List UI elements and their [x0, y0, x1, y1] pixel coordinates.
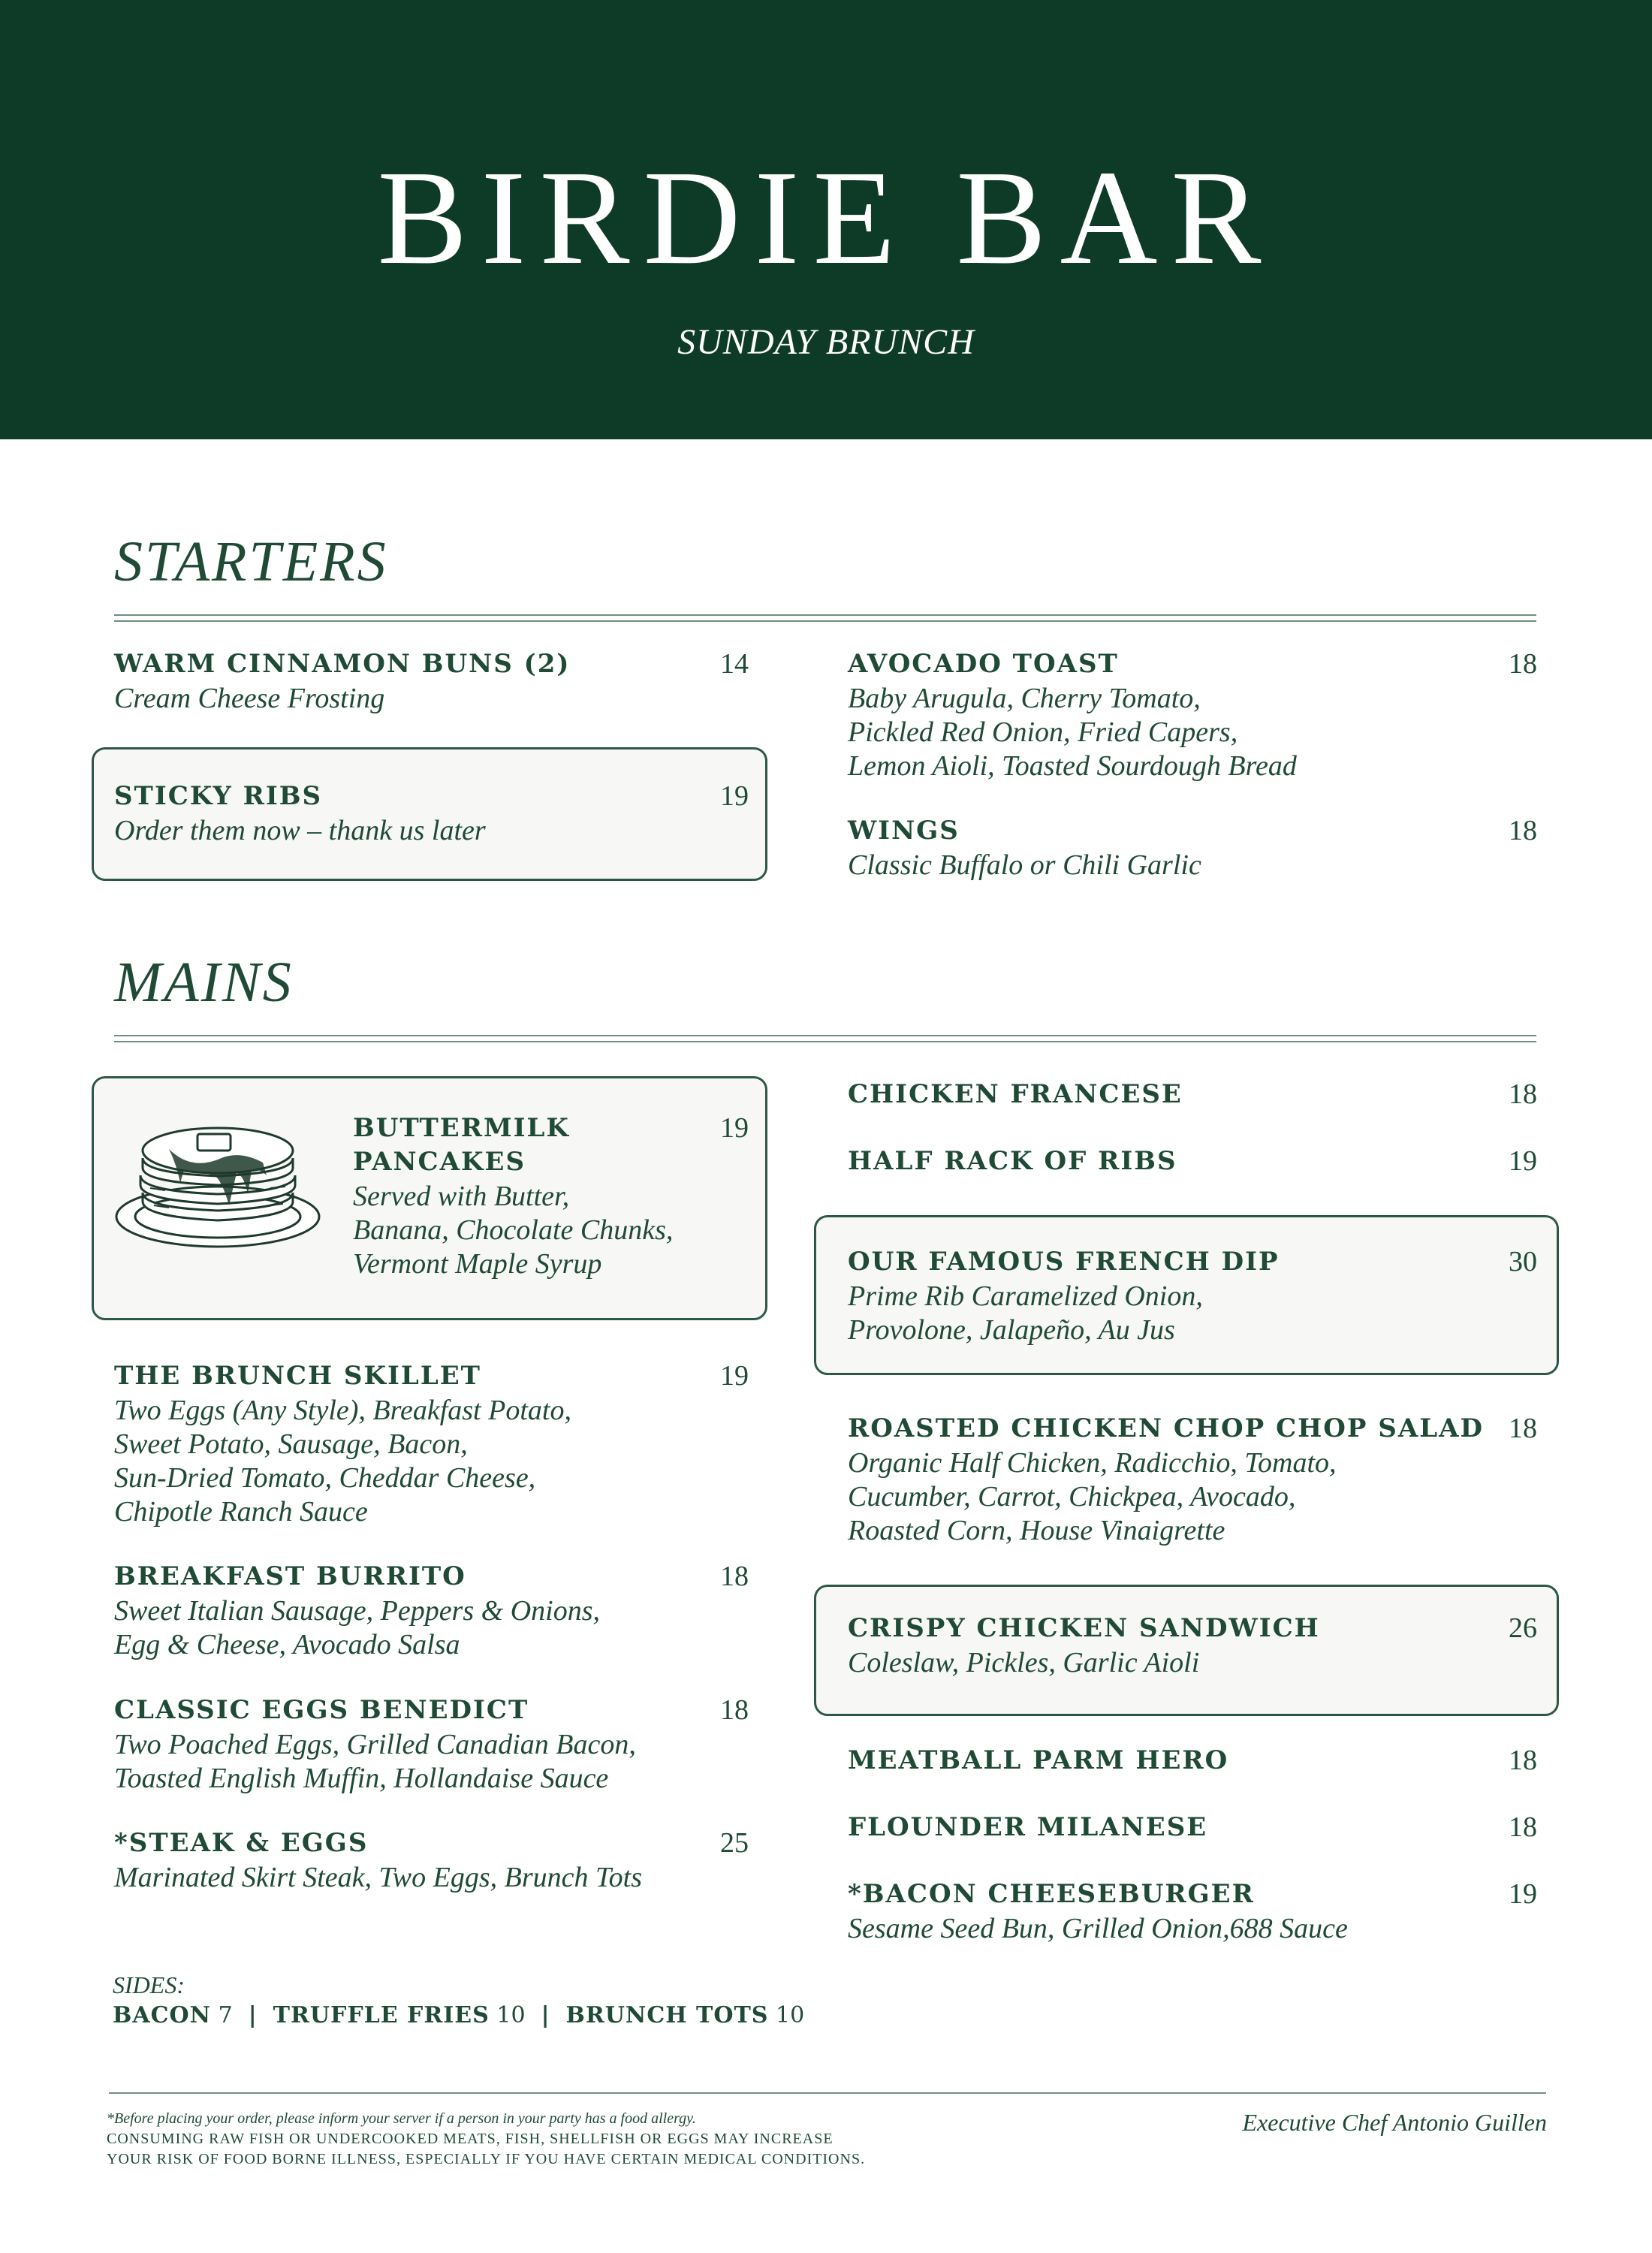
item-description: Prime Rib Caramelized Onion,: [848, 1280, 1203, 1312]
item-price: 18: [1509, 815, 1537, 846]
header-banner: [0, 0, 1652, 439]
item-description: Sweet Italian Sausage, Peppers & Onions,: [114, 1595, 600, 1627]
item-description: Egg & Cheese, Avocado Salsa: [114, 1629, 460, 1660]
item-price: 18: [720, 1561, 749, 1592]
item-name: WARM CINNAMON BUNS (2): [114, 649, 571, 679]
section-title-mains: MAINS: [114, 951, 294, 1014]
item-name: OUR FAMOUS FRENCH DIP: [848, 1247, 1280, 1277]
item-name: BUTTERMILK: [353, 1113, 570, 1143]
item-description: Pickled Red Onion, Fried Capers,: [848, 716, 1238, 748]
side-name: BRUNCH TOTS: [565, 2002, 769, 2028]
item-description: Cream Cheese Frosting: [114, 683, 385, 714]
item-description: Order them now – thank us later: [114, 815, 486, 846]
side-price: 10: [496, 2002, 526, 2028]
side-price: 10: [776, 2002, 805, 2028]
item-description: Toasted English Muffin, Hollandaise Sauce: [114, 1763, 609, 1794]
item-description: Vermont Maple Syrup: [353, 1248, 602, 1280]
item-description: Lemon Aioli, Toasted Sourdough Bread: [848, 750, 1297, 782]
side-name: TRUFFLE FRIES: [273, 2002, 490, 2028]
item-price: 26: [1509, 1612, 1537, 1644]
item-description: Coleslaw, Pickles, Garlic Aioli: [848, 1647, 1200, 1678]
item-price: 18: [1509, 648, 1537, 680]
item-description: Roasted Corn, House Vinaigrette: [848, 1515, 1225, 1546]
item-name: STICKY RIBS: [114, 781, 323, 811]
separator: |: [532, 2002, 559, 2028]
side-price: 7: [218, 2002, 233, 2028]
item-name: FLOUNDER MILANESE: [848, 1812, 1208, 1842]
item-name: CLASSIC EGGS BENEDICT: [114, 1695, 529, 1725]
item-name: PANCAKES: [353, 1147, 526, 1177]
side-name: BACON: [113, 2002, 212, 2028]
item-price: 25: [720, 1827, 749, 1859]
pancake-stack-icon: [109, 1104, 327, 1254]
item-description: Sweet Potato, Sausage, Bacon,: [114, 1428, 468, 1460]
allergy-note: *Before placing your order, please inform your server if a person in your party has a food allergy.: [107, 2110, 696, 2127]
item-price: 19: [720, 1360, 749, 1392]
item-price: 18: [1509, 1745, 1537, 1776]
sides-label: SIDES:: [113, 1971, 185, 1998]
item-name: AVOCADO TOAST: [848, 649, 1119, 679]
health-warning-line: CONSUMING RAW FISH OR UNDERCOOKED MEATS, FISH, SHELLFISH OR EGGS MAY INCREASE: [107, 2131, 834, 2147]
item-price: 19: [720, 780, 749, 812]
separator: |: [240, 2002, 267, 2028]
item-description: Served with Butter,: [353, 1181, 570, 1212]
item-price: 19: [720, 1112, 749, 1144]
item-description: Classic Buffalo or Chili Garlic: [848, 849, 1201, 881]
chef-credit: Executive Chef Antonio Guillen: [1242, 2109, 1547, 2136]
item-price: 18: [720, 1694, 749, 1726]
item-description: Two Eggs (Any Style), Breakfast Potato,: [114, 1395, 571, 1426]
item-name: CRISPY CHICKEN SANDWICH: [848, 1613, 1320, 1643]
item-price: 30: [1509, 1246, 1537, 1277]
item-price: 18: [1509, 1811, 1537, 1843]
item-price: 14: [720, 648, 749, 680]
item-description: Chipotle Ranch Sauce: [114, 1496, 368, 1528]
menu-subtitle: SUNDAY BRUNCH: [677, 322, 975, 362]
restaurant-name: BIRDIE BAR: [377, 143, 1275, 292]
item-name: WINGS: [848, 816, 960, 846]
item-price: 19: [1509, 1145, 1537, 1177]
health-warning-line: YOUR RISK OF FOOD BORNE ILLNESS, ESPECIALLY IF YOU HAVE CERTAIN MEDICAL CONDITIONS.: [107, 2151, 866, 2167]
item-price: 18: [1509, 1413, 1537, 1444]
item-name: *BACON CHEESEBURGER: [848, 1879, 1255, 1909]
footer-divider: [109, 2092, 1546, 2094]
item-name: THE BRUNCH SKILLET: [114, 1361, 481, 1391]
item-name: HALF RACK OF RIBS: [848, 1146, 1177, 1176]
item-description: Sun-Dried Tomato, Cheddar Cheese,: [114, 1462, 536, 1494]
item-description: Marinated Skirt Steak, Two Eggs, Brunch Tots: [114, 1862, 642, 1893]
item-price: 18: [1509, 1078, 1537, 1110]
item-price: 19: [1509, 1878, 1537, 1910]
item-description: Banana, Chocolate Chunks,: [353, 1214, 674, 1246]
item-description: Cucumber, Carrot, Chickpea, Avocado,: [848, 1481, 1296, 1513]
item-name: MEATBALL PARM HERO: [848, 1745, 1229, 1775]
item-name: *STEAK & EGGS: [114, 1828, 369, 1858]
item-name: BREAKFAST BURRITO: [114, 1561, 466, 1591]
divider: [114, 1035, 1536, 1042]
item-name: ROASTED CHICKEN CHOP CHOP SALAD: [848, 1413, 1484, 1443]
item-description: Two Poached Eggs, Grilled Canadian Bacon,: [114, 1729, 636, 1760]
item-description: Provolone, Jalapeño, Au Jus: [848, 1314, 1175, 1346]
divider: [114, 614, 1536, 622]
item-description: Organic Half Chicken, Radicchio, Tomato,: [848, 1447, 1337, 1479]
section-title-starters: STARTERS: [114, 530, 388, 593]
sides-list: [113, 2002, 804, 2028]
item-name: CHICKEN FRANCESE: [848, 1079, 1183, 1109]
item-description: Baby Arugula, Cherry Tomato,: [848, 683, 1201, 714]
item-description: Sesame Seed Bun, Grilled Onion,688 Sauce: [848, 1913, 1348, 1944]
